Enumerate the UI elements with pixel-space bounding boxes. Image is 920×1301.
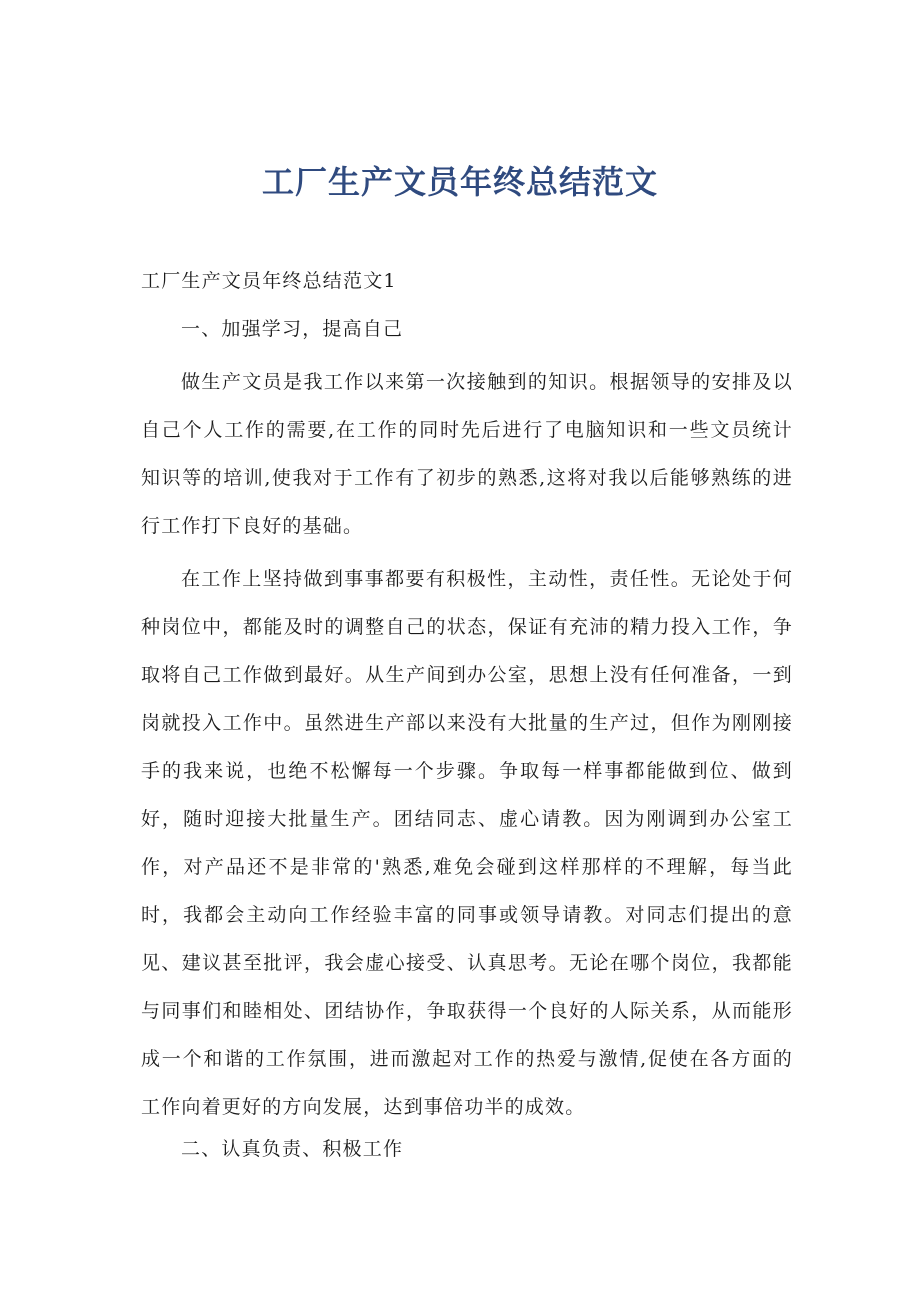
document-subtitle: 工厂生产文员年终总结范文1 bbox=[141, 270, 397, 292]
section-heading-1: 一、加强学习，提高自己 bbox=[181, 318, 404, 340]
section-1-paragraph-2: 在工作上坚持做到事事都要有积极性，主动性，责任性。无论处于何种岗位中，都能及时的调整自己的状态，保证有充沛的精力投入工作，争取将自己工作做到最好。从生产间到办公室，思想上没有任何准备，一到岗就投入工作中。虽然进生产部以来没有大批量的生产过，但作为刚刚接手的我来说，也绝不松懈每一个步骤。争取每一样事都能做到位、做到好，随时迎接大批量生产。团结同志、虚心请教。因为刚调到办公室工作，对产品还不是非常的'熟悉,难免会碰到这样那样的不理解，每当此时，我都会主动向工作经验丰富的同事或领导请教。对同志们提出的意见、建议甚至批评，我会虚心接受、认真思考。无论在哪个岗位，我都能与同事们和睦相处、团结协作，争取获得一个良好的人际关系，从而能形成一个和谐的工作氛围，进而激起对工作的热爱与激情,促使在各方面的工作向着更好的方向发展，达到事倍功半的成效。 bbox=[141, 568, 793, 1118]
section-heading-2: 二、认真负责、积极工作 bbox=[181, 1138, 404, 1160]
section-1-paragraph-1: 做生产文员是我工作以来第一次接触到的知识。根据领导的安排及以自己个人工作的需要,在工作的同时先后进行了电脑知识和一些文员统计知识等的培训,使我对于工作有了初步的熟悉,这将对我以后能够熟练的进行工作打下良好的基础。 bbox=[141, 371, 793, 537]
document-title: 工厂生产文员年终总结范文 bbox=[261, 163, 658, 201]
